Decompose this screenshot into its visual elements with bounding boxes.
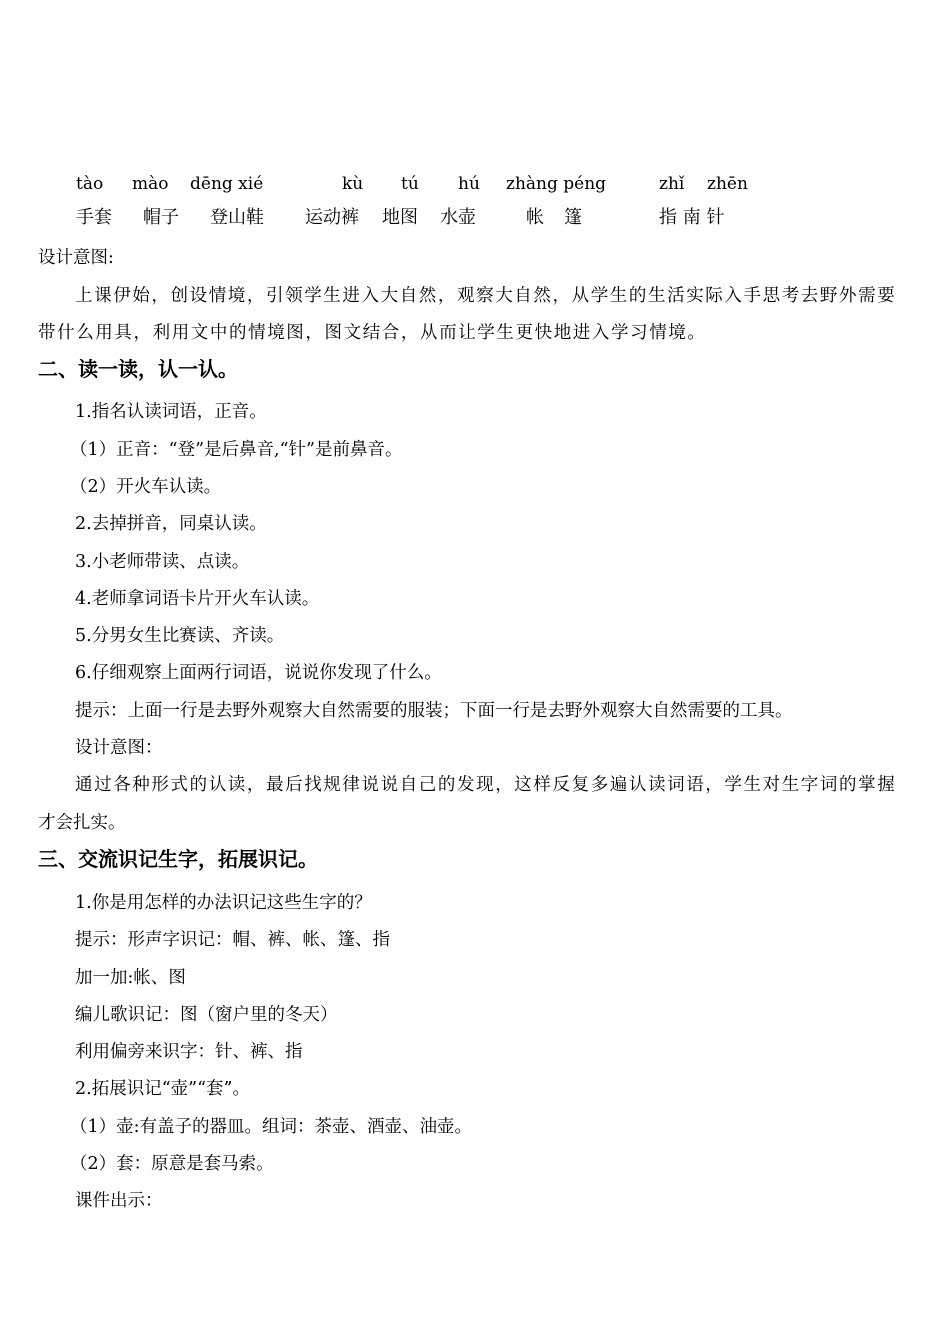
pinyin-tu: tú [401, 174, 419, 194]
section3-item-5: 利用偏旁来识字：针、裤、指 [75, 1042, 303, 1062]
section2-hint: 提示：上面一行是去野外观察大自然需要的服装；下面一行是去野外观察大自然需要的工具。 [75, 701, 793, 721]
section3-item-6: 2.拓展识记“壶”“套”。 [75, 1079, 250, 1099]
pinyin-mao: mào [132, 174, 169, 194]
section2-item-3: （2）开火车认读。 [70, 477, 222, 497]
section3-item-1: 1.你是用怎样的办法识记这些生字的？ [75, 893, 372, 913]
section2-item-8: 6.仔细观察上面两行词语，说说你发现了什么。 [75, 663, 442, 683]
section2-item-1: 1.指名认读词语，正音。 [75, 402, 267, 422]
pinyin-zhangpeng: zhàng péng [506, 174, 607, 194]
word-zhinanzhen: 指 南 针 [659, 207, 725, 228]
section3-item-8: （2）套：原意是套马索。 [70, 1154, 274, 1174]
pinyin-hu: hú [458, 174, 480, 194]
section2-item-4: 2.去掉拼音，同桌认读。 [75, 514, 267, 534]
section2-item-7: 5.分男女生比赛读、齐读。 [75, 626, 285, 646]
word-shoutao: 手套 [76, 207, 112, 228]
section2-item-5: 3.小老师带读、点读。 [75, 552, 250, 572]
word-peng: 篷 [564, 207, 582, 228]
word-dengshanxie: 登山鞋 [210, 207, 264, 228]
intent1-line1: 上课伊始，创设情境，引领学生进入大自然，观察大自然，从学生的生活实际入手思考去野外需要 [75, 286, 897, 306]
word-shuihu: 水壶 [440, 207, 476, 228]
pinyin-dengxie: dēng xié [190, 174, 264, 194]
section2-title: 二、读一读，认一认。 [38, 357, 238, 381]
word-maozi: 帽子 [143, 207, 179, 228]
word-yundongku: 运动裤 [305, 207, 359, 228]
section2-intent-line2: 才会扎实。 [38, 813, 126, 833]
section2-intent-label: 设计意图： [75, 738, 163, 758]
section3-item-4: 编儿歌识记：图（窗户里的冬天） [75, 1005, 338, 1025]
section3-item-9: 课件出示： [75, 1191, 163, 1211]
section3-item-2: 提示：形声字识记：帽、裤、帐、篷、指 [75, 930, 390, 950]
pinyin-zhi: zhǐ [659, 174, 685, 194]
pinyin-ku: kù [342, 174, 364, 194]
intent1-line2: 带什么用具，利用文中的情境图，图文结合，从而让学生更快地进入学习情境。 [38, 323, 707, 343]
intent1-label: 设计意图: [38, 248, 114, 268]
section2-intent-line1: 通过各种形式的认读，最后找规律说说自己的发现，这样反复多遍认读词语，学生对生字词的掌握 [75, 775, 897, 795]
word-ditu: 地图 [382, 207, 418, 228]
word-zhang: 帐 [526, 207, 544, 228]
pinyin-zhen: zhēn [707, 174, 748, 194]
section3-title: 三、交流识记生字，拓展识记。 [38, 847, 318, 871]
pinyin-tao: tào [76, 174, 104, 194]
section3-item-7: （1）壶:有盖子的器皿。组词：茶壶、酒壶、油壶。 [70, 1117, 473, 1137]
word-row [0, 206, 950, 236]
pinyin-row [0, 172, 950, 202]
section2-item-2: （1）正音：“登”是后鼻音,“针”是前鼻音。 [70, 440, 403, 460]
section3-item-3: 加一加:帐、图 [75, 968, 186, 988]
section2-item-6: 4.老师拿词语卡片开火车认读。 [75, 589, 320, 609]
